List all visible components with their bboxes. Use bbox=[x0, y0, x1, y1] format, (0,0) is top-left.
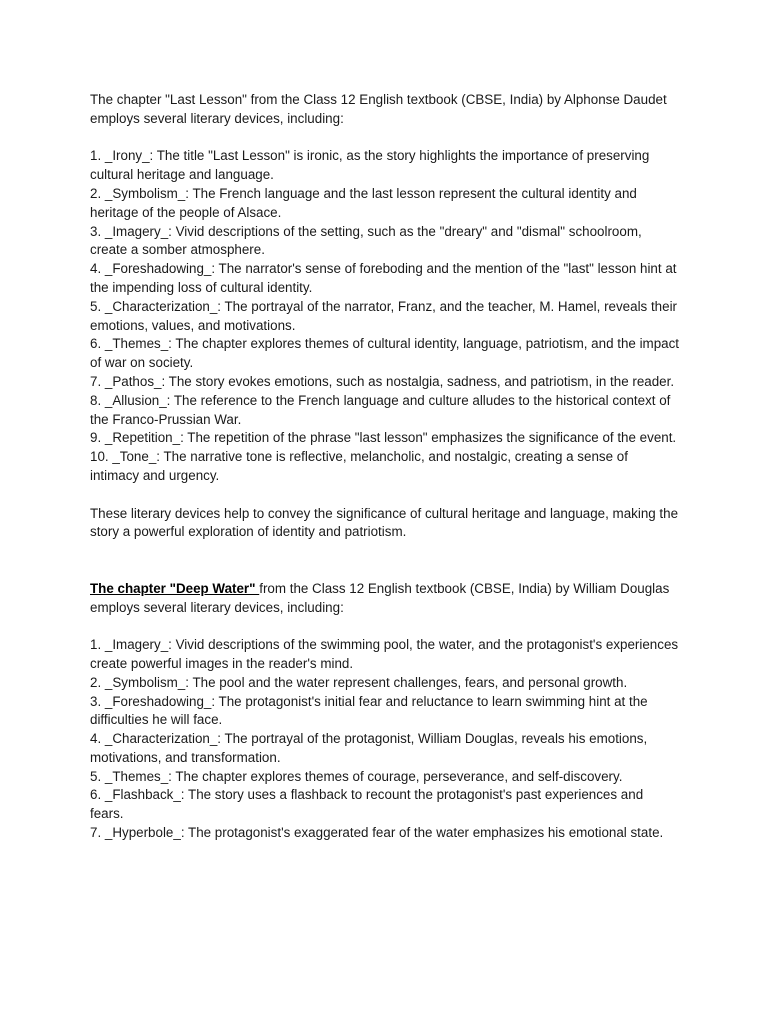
list-item: 7. _Hyperbole_: The protagonist's exaggerated fear of the water emphasizes his emotional state. bbox=[90, 825, 664, 841]
list-item: 5. _Themes_: The chapter explores themes of courage, perseverance, and self-discovery. bbox=[90, 768, 623, 784]
section1-list bbox=[90, 147, 680, 485]
list-item: 6. _Flashback_: The story uses a flashback to recount the protagonist's past experiences and fears. bbox=[90, 787, 644, 822]
section1-conclusion: These literary devices help to convey the significance of cultural heritage and language, making the story a powerful exploration of identity and patriotism. bbox=[90, 505, 679, 540]
spacer bbox=[90, 129, 680, 148]
list-item: 2. _Symbolism_: The pool and the water represent challenges, fears, and personal growth. bbox=[90, 674, 628, 690]
section2-intro bbox=[90, 580, 680, 618]
spacer bbox=[90, 542, 680, 580]
list-item: 5. _Characterization_: The portrayal of the narrator, Franz, and the teacher, M. Hamel, reveals their emotions, values, and motivations. bbox=[90, 298, 678, 333]
list-item: 10. _Tone_: The narrative tone is reflective, melancholic, and nostalgic, creating a sense of intimacy and urgency. bbox=[90, 449, 628, 483]
list-item: 2. _Symbolism_: The French language and the last lesson represent the cultural identity and heritage of the people of Alsace. bbox=[90, 185, 637, 220]
deep-water-link[interactable]: The chapter "Deep Water" bbox=[90, 580, 260, 596]
list-item: 8. _Allusion_: The reference to the French language and culture alludes to the historical context of the Franco-Prussian War. bbox=[90, 392, 671, 427]
spacer bbox=[90, 486, 680, 505]
list-item: 4. _Characterization_: The portrayal of the protagonist, William Douglas, reveals his emotions, motivations, and transformation. bbox=[90, 731, 648, 765]
list-item: 4. _Foreshadowing_: The narrator's sense of foreboding and the mention of the "last" lesson hint at the impending loss of cultural identity. bbox=[90, 261, 677, 295]
section2-intro-text: from the Class 12 English textbook (CBSE, India) by William Douglas employs several literary devices, including: bbox=[90, 580, 670, 615]
document-page bbox=[90, 91, 680, 843]
section2-list bbox=[90, 636, 680, 843]
section1-intro: The chapter "Last Lesson" from the Class 12 English textbook (CBSE, India) by Alphonse Daudet employs several literary devices, including: bbox=[90, 92, 667, 126]
list-item: 6. _Themes_: The chapter explores themes of cultural identity, language, patriotism, and the impact of war on society. bbox=[90, 336, 680, 371]
spacer bbox=[90, 617, 680, 636]
list-item: 3. _Foreshadowing_: The protagonist's initial fear and reluctance to learn swimming hint at the difficulties he will face. bbox=[90, 693, 648, 728]
list-item: 3. _Imagery_: Vivid descriptions of the setting, such as the "dreary" and "dismal" schoolroom, create a somber atmosphere. bbox=[90, 223, 642, 258]
list-item: 9. _Repetition_: The repetition of the phrase "last lesson" emphasizes the significance of the event. bbox=[90, 430, 677, 446]
list-item: 7. _Pathos_: The story evokes emotions, such as nostalgia, sadness, and patriotism, in the reader. bbox=[90, 373, 675, 389]
list-item: 1. _Irony_: The title "Last Lesson" is ironic, as the story highlights the importance of preserving cultural heritage and language. bbox=[90, 148, 650, 183]
list-item: 1. _Imagery_: Vivid descriptions of the swimming pool, the water, and the protagonist's experiences create powerful images in the reader's mind. bbox=[90, 637, 679, 671]
